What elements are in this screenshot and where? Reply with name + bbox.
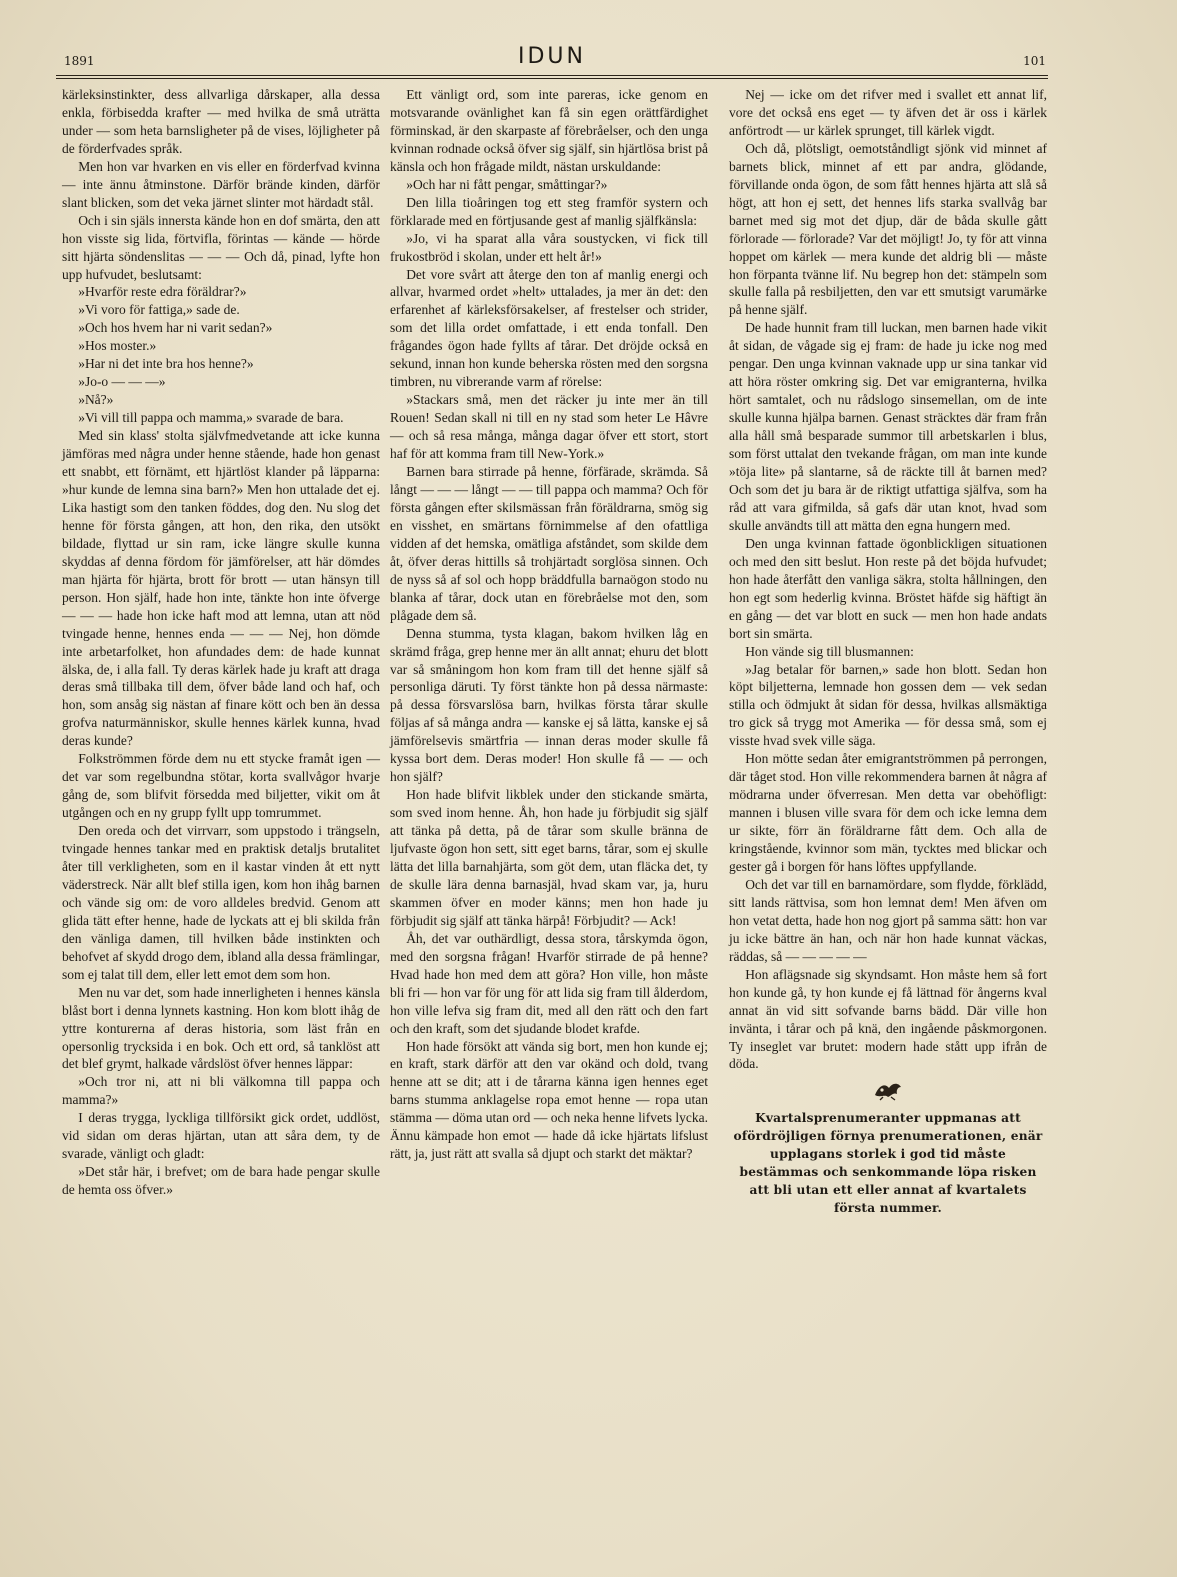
paragraph: Denna stumma, tysta klagan, bakom hvilken låg en skrämd fråga, grep henne mer än allt annat; ehuru det blott var så småningom hon kom fram till det henne själf så personliga däruti. Ty först tänkte hon på dessa närmaste: på dessa försvarslösa barn, hvilkas första tårar skulle följas af så många andra — kanske ej så lätta, kanske ej så jämförelsevis smärtfria — innan deras moder skulle få kyssa bort dem. Deras moder! Hon skulle få — — och hon själf? (390, 625, 708, 785)
paragraph: Hon mötte sedan åter emigrantströmmen på perrongen, där tåget stod. Hon ville rekommendera barnen åt några af mödrarna under öfverresan. Men detta var obehöfligt: mannen i blusen ville svara för dem och icke lemna dem ur sikte, förr än föräldrarne fått dem. Och alla de kringstående, kvinnor som män, tycktes med blickar och gester gå i borgen för hans löftes uppfyllande. (729, 751, 1047, 874)
paragraph: Folkströmmen förde dem nu ett stycke framåt igen — det var som regelbundna stötar, korta svallvågor hvarje gång de, som blifvit försedda med biljetter, vikit om åt utgången och en ny grupp fyllt upp tomrummet. (62, 751, 380, 821)
paragraph: »Vi voro för fattiga,» sade de. (78, 302, 240, 318)
subscription-notice: Kvartalsprenumeranter uppmanas att ofördröjligen förnya prenumerationen, enär upplagans storlek i god tid måste bestämmas och senkommande löpa risken att bli utan ett eller annat af kvartalets första nummer. (733, 1111, 1043, 1216)
paragraph: Hon vände sig till blusmannen: (745, 643, 914, 659)
paragraph: »Stackars små, men det räcker ju inte mer än till Rouen! Sedan skall ni till en ny stad som heter Le Hâvre — och så resa många, många dagar öfver ett stort, stort haf för att komma fram till New-York.» (390, 392, 708, 462)
paragraph: Den unga kvinnan fattade ögonblickligen situationen och med den sitt beslut. Hon reste på det böjda hufvudet; hon hade återfått den vanliga säkra, stolta hållningen, den hon egt som hederlig kvinna. Bröstet häfde sig häftigt än en gång — det var blott en suck — men hon hade andats bort sin smärta. (729, 535, 1047, 641)
paragraph: »Jag betalar för barnen,» sade hon blott. Sedan hon köpt biljetterna, lemnade hon gossen dem — vek sedan stilla och ödmjukt åt sidan för dessa, hvilkas allsmäktiga tro gick så trygg mot Amerika — för dessa små, som ej visste hvad svek ville säga. (729, 661, 1047, 749)
paragraph: »Har ni det inte bra hos henne?» (78, 356, 254, 372)
text-column-right (729, 86, 1047, 1217)
paragraph: »Nå?» (78, 392, 114, 408)
paragraph: »Och har ni fått pengar, småttingar?» (406, 176, 608, 192)
paragraph: Det vore svårt att återge den ton af manlig energi och allvar, hvarmed ordet »helt» uttalades, ja mer än det: den erfarenhet af kärleksförsakelser, af frestelser och strider, som det lilla ordet omfattade, i ett enda tonfall. Den frågandes ögon hade fyllts af tårar. Det dröjde också en sekund, innan hon kunde beherska rösten med den sorgsna timbren, nu vibrerande varm af rörelse: (390, 266, 708, 390)
paragraph: I deras trygga, lyckliga tillförsikt gick ordet, uddlöst, vid sidan om deras hjärtan, utan att såra dem, ty de svarade, vänligt och gladt: (62, 1110, 380, 1162)
ornament-icon (729, 1079, 1047, 1101)
paragraph: De hade hunnit fram till luckan, men barnen hade vikit åt sidan, de vågade sig ej fram: de hade ju icke nog med pengar. Den unga kvinnan vaknade upp ur sina tankar vid att höra röster omkring sig. Det var emigranterna, hvilka hört samtalet, och nu rådslogo sinsemellan, om de inte skulle kunna hjälpa barnen. Genast sträcktes där fram från alla håll små besparade summor till arbetskarlen i blus, som först uttalat den tvekande frågan, om man inte kunde »töja lite» på slantarne, så de räckte till åt barnen med? Och som det ju bara är de riktigt utfattiga själfva, som ha råd att vara gifmilda, så gafs där utan knot, hvad som skulle användts till att mätta den egna hungern med. (729, 320, 1047, 533)
paragraph: »Och tror ni, att ni bli välkomna till pappa och mamma?» (62, 1074, 380, 1108)
paragraph: Men hon var hvarken en vis eller en förderfvad kvinna — inte ännu åtminstone. Därför brände kinden, därför slant blicken, som det veka järnet slinter mot härdadt stål. (62, 158, 380, 210)
paragraph: »Hos moster.» (78, 338, 157, 354)
paragraph: »Jo-o — — —» (78, 374, 166, 390)
paragraph: Och det var till en barnamördare, som flydde, förklädd, sitt lands rättvisa, som hon lemnat dem! Men äfven om hon vetat detta, hade hon nog gjort på samma sätt: hon var ju icke bättre än han, och när hon hade kunnat väckas, räddas, så — — — — — (729, 876, 1047, 964)
paragraph: Hon hade försökt att vända sig bort, men hon kunde ej; en kraft, stark därför att den var okänd och dold, tvang henne att se dit; att i de tårarna känna igen hennes eget barns stumma anklagelse ropa emot henne — ropa utan stämma — döma utan ord — och neka henne lifvets lycka. Ännu kämpade hon emot — hade då icke hjärtats lifslust rätt, ja, just rätt att svalla så djupt och starkt det mäktar? (390, 1038, 708, 1162)
text-column-left (62, 86, 380, 1199)
masthead-title: IDUN (518, 44, 586, 69)
paragraph: Åh, det var outhärdligt, dessa stora, tårskymda ögon, med den sorgsna frågan! Hvarför stirrade de på henne? Hvad hade hon med dem att göra? Hon ville, hon måste bli fri — hon var för ung för att lida sig fram till ålderdom, hon ville lefva sig fram dit, med all den rätt och den fart och den kraft, som det sjudande blodet krafde. (390, 930, 708, 1036)
header-rule (56, 75, 1048, 76)
paragraph: »Och hos hvem har ni varit sedan?» (78, 320, 273, 336)
paragraph: Och i sin själs innersta kände hon en dof smärta, den att hon visste sig lida, förtvifla, förintas — kände — hörde sitt hjärta söndenslitas — — — Och då, pinad, lyfte hon upp hufvudet, beslutsamt: (62, 212, 380, 282)
paragraph: Den lilla tioåringen tog ett steg framför systern och förklarade med en förtjusande gest af manlig själfkänsla: (390, 194, 708, 228)
paragraph: »Det står här, i brefvet; om de bara hade pengar skulle de hemta oss öfver.» (62, 1164, 380, 1198)
paragraph: Barnen bara stirrade på henne, förfärade, skrämda. Så långt — — — långt — — till pappa och mamma? Och för första gången efter skilsmässan från föräldrarna, smög sig en visshet, en smärtans förnimmelse af den ofattliga vidden af det hemska, omätliga afståndet, som skilde dem åt, öfver deras hittills så trohjärtadt sorglösa sinnen. Och de nyss så af sol och hopp bräddfulla barnaögon stodo nu blanka af tårar, dock utan en förebråelse mot den, som plågade dem så. (390, 464, 708, 623)
article-continuation (729, 86, 1047, 1073)
paragraph: »Vi vill till pappa och mamma,» svarade de bara. (78, 410, 344, 426)
paragraph: Med sin klass' stolta självfmedvetande att icke kunna jämföras med några under henne stående, hade hon genast ett snabbt, ett förnämt, ett hjärtlöst klander på läpparna: »hur kunde de lemna sina barn?» Men hon uttalade det ej. Lika hastigt som den tanken föddes, dog den. Nu slog det henne för första gången, att hon, den rika, den utsökt bildade, flyttad ur sin ram, icke längre skulle kunna skyddas af denna fördom för jämförelser, att här dömdes man hjärta för hjärta, brott för brott — utan hänsyn till person. Hon själf, hade hon inte, tänkte hon inte öfverge — — — hade hon icke haft mod att lemna, utan att nöd tvingade henne, hennes enda — — — Nej, hon dömde inte arbetarfolket, hon afundades dem: de hade kunnat älska, de, i alla fall. Ty deras kärlek hade ju kraft att draga deras små tillbaka till dem, öfver både land och haf, och hon, som ansåg sig nästan af finare kött och ben än dessa grofva naturmänniskor, skulle hennes kärlek kunna, hvad deras kunde? (62, 428, 380, 749)
paragraph: Ett vänligt ord, som inte pareras, icke genom en motsvarande ovänlighet kan få sin egen orättfärdighet förminskad, är den skarpaste af förebråelser, och den unga kvinnan rodnade också öfver sig själf, sin hjärtlösa brist på känsla och hon frågade mildt, nästan urskuldande: (390, 87, 708, 174)
paragraph: Och då, plötsligt, oemotståndligt sjönk vid minnet af barnets blick, minnet af ett par andra, glödande, förvillande onda ögon, de som fått hennes hjärta att slå så högt, att hon ej sett, det hennes lifs starka svallvåg bar barnet med sig mot det djup, där de båda skulle gått förlorade — förlorade? Var det möjligt! Jo, ty för att vinna hoppet om kärlek — mera kunde det aldrig bli — måste hon förpanta tvänne lif. Nu begrep hon det: stämpeln som skulle falla på resbiljetten, den var ett smutsigt varumärke på henne själf. (729, 140, 1047, 318)
paragraph: Men nu var det, som hade innerligheten i hennes känsla blåst bort i denna lynnets kastning. Hon kom blott ihåg de yttre konturerna af deras historia, som läst från en opersonlig trycksida i en bok. Och ett ord, så tanklöst att det blef grymt, halkade vårdslöst öfver hennes läppar: (62, 984, 380, 1072)
header-year: 1891 (64, 54, 95, 68)
paragraph: Den oreda och det virrvarr, som uppstodo i trängseln, tvingade hennes tankar med en praktisk detaljs brutalitet åter till verkligheten, som en il kastar vinden åt ett nytt väderstreck. När allt blef stilla igen, kom hon ihåg barnen och vände sig om: de voro alldeles bredvid. Genom att glida tätt efter henne, hade de lyckats att ej bli skilda från den vänliga damen, till hvilken både instinkten och behofvet af skydd drogo dem, ibland alla dessa främlingar, som ej talat till dem, eller lett emot dem som hon. (62, 823, 380, 982)
text-column-middle (390, 86, 708, 1163)
paragraph: kärleksinstinkter, dess allvarliga dårskaper, alla dessa enkla, förbisedda krafter — med hvilka de små uträtta under — som heta barnsligheter på de vises, löjligheter på de förderfvades språk. (62, 87, 380, 156)
page-number: 101 (1023, 54, 1046, 68)
paragraph: »Jo, vi ha sparat alla våra soustycken, vi fick till frukostbröd i skolan, under ett helt år!» (390, 230, 708, 264)
paragraph: »Hvarför reste edra föräldrar?» (78, 284, 247, 300)
page-header (56, 44, 1048, 74)
paragraph: Hon hade blifvit likblek under den stickande smärta, som sved inom henne. Åh, hon hade ju förbjudit sig själf att tänka på detta, på de tårar som skulle bränna de ljufvaste ögon hon sett, sitt eget barns, tårar, som ej skulle lätta det lilla barnahjärta, som göt dem, utan fläcka det, ty de skulle lära denna barnasjäl, hvad skam var, ja, huru skammen öfver en moder känns; men hon hade ju förbjudit sig själf att tänka härpå! Förbjudit? — Ack! (390, 787, 708, 928)
paragraph: Nej — icke om det rifver med i svallet ett annat lif, vore det också ens eget — ty äfven det är oss i kärlek anförtrodt — ur kärlek sprunget, till kärlek vigdt. (729, 87, 1047, 138)
paragraph: Hon aflägsnade sig skyndsamt. Hon måste hem så fort hon kunde gå, ty hon kunde ej få lättnad för ångerns kval annat än vid sitt sofvande barns bädd. Där ville hon invänta, i tårar och på knä, den ingående påskmorgonen. Ty inseglet var brutet: modern hade stått upp ifrån de döda. (729, 966, 1047, 1072)
header-rule-double (56, 78, 1048, 79)
